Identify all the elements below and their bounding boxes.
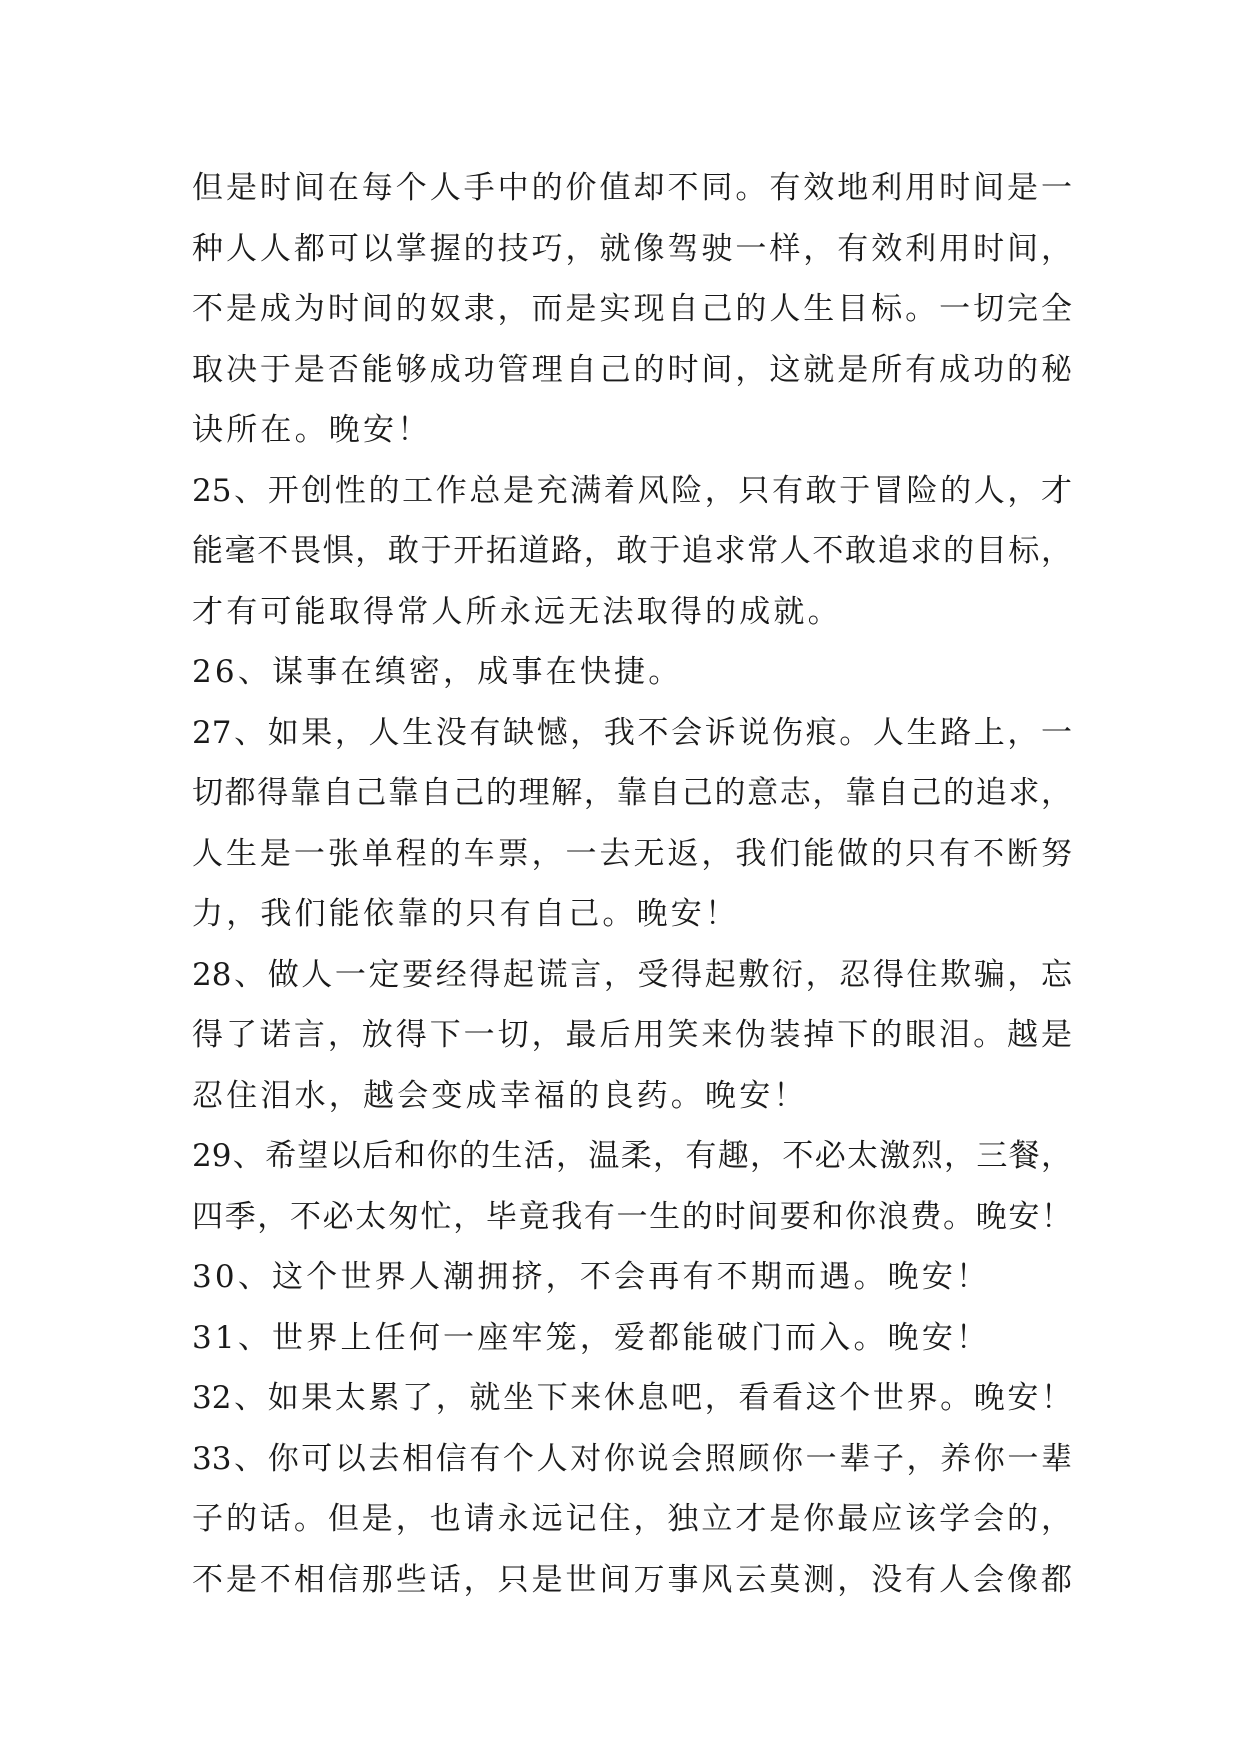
text-line: 能毫不畏惧，敢于开拓道路，敢于追求常人不敢追求的目标， [192,533,1072,569]
text-line: 25、开创性的工作总是充满着风险，只有敢于冒险的人，才 [192,472,1072,509]
text-line: 30、这个世界人潮拥挤，不会再有不期而遇。晚安！ [192,1259,991,1295]
text-line: 切都得靠自己靠自己的理解，靠自己的意志，靠自己的追求， [192,775,1072,811]
text-line: 26、谋事在缜密，成事在快捷。 [192,654,683,690]
text-line: 得了诺言，放得下一切，最后用笑来伪装掉下的眼泪。越是 [192,1017,1072,1053]
text-line: 诀所在。晚安！ [192,412,432,448]
text-line: 32、如果太累了，就坐下来休息吧，看看这个世界。晚安！ [192,1380,1072,1416]
text-line: 但是时间在每个人手中的价值却不同。有效地利用时间是一 [192,170,1072,206]
document-body [192,158,1072,1610]
text-line: 四季，不必太匆忙，毕竟我有一生的时间要和你浪费。晚安！ [192,1198,1072,1235]
text-line: 33、你可以去相信有个人对你说会照顾你一辈子，养你一辈 [192,1440,1072,1477]
text-line: 忍住泪水，越会变成幸福的良药。晚安！ [192,1077,808,1114]
text-line: 种人人都可以掌握的技巧，就像驾驶一样，有效利用时间， [192,230,1072,267]
text-line: 子的话。但是，也请永远记住，独立才是你最应该学会的， [192,1501,1072,1537]
text-line: 29、希望以后和你的生活，温柔，有趣，不必太激烈，三餐， [192,1138,1072,1174]
text-line: 不是成为时间的奴隶，而是实现自己的人生目标。一切完全 [192,291,1072,327]
text-line: 不是不相信那些话，只是世间万事风云莫测，没有人会像都 [192,1561,1072,1598]
text-line: 才有可能取得常人所永远无法取得的成就。 [192,593,842,630]
text-line: 28、做人一定要经得起谎言，受得起敷衍，忍得住欺骗，忘 [192,956,1072,993]
text-line: 27、如果，人生没有缺憾，我不会诉说伤痕。人生路上，一 [192,714,1072,751]
text-line: 31、世界上任何一座牢笼，爱都能破门而入。晚安！ [192,1319,991,1356]
text-line: 取决于是否能够成功管理自己的时间，这就是所有成功的秘 [192,351,1072,388]
text-line: 人生是一张单程的车票，一去无返，我们能做的只有不断努 [192,835,1072,872]
text-line: 力，我们能依靠的只有自己。晚安！ [192,896,740,932]
